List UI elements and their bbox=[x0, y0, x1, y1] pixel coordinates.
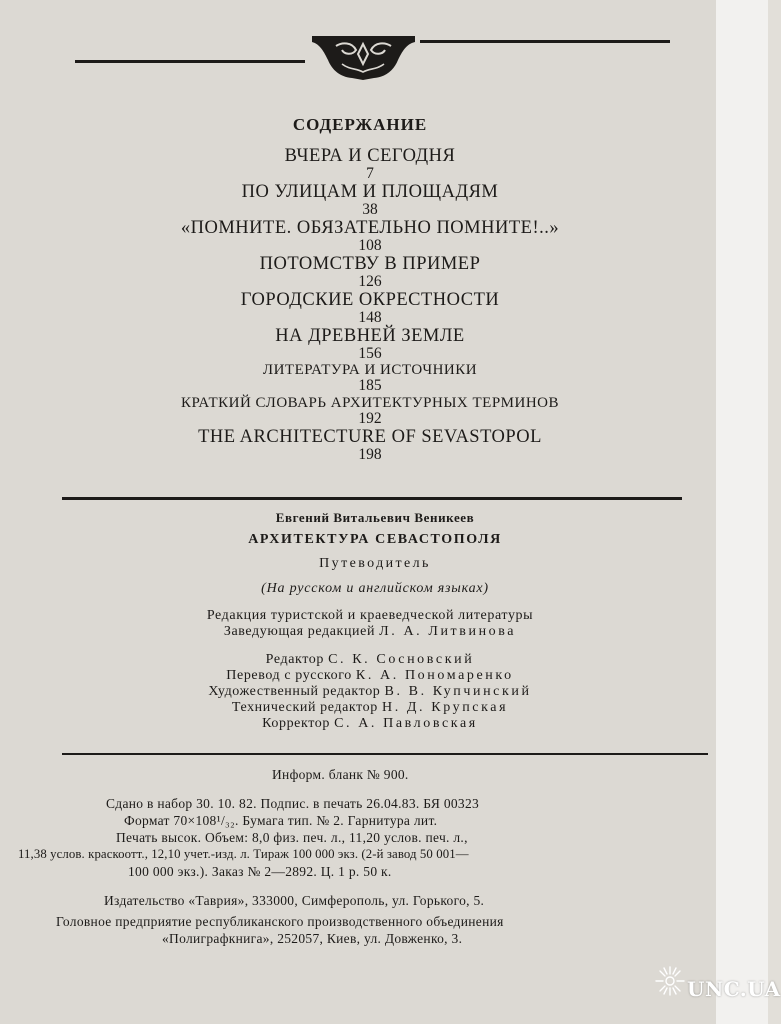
toc-entry bbox=[60, 327, 680, 361]
imprint-line: 100 000 экз.). Заказ № 2—2892. Ц. 1 р. 50 к. bbox=[128, 864, 392, 879]
toc-entry-page: 198 bbox=[358, 445, 382, 463]
toc-entry-title: ЛИТЕРАТУРА И ИСТОЧНИКИ bbox=[262, 362, 478, 378]
toc-entry-page: 38 bbox=[362, 200, 378, 218]
toc-entry bbox=[60, 147, 680, 181]
left-decorative-rule bbox=[75, 60, 305, 63]
art-editor bbox=[90, 684, 650, 700]
imprint-line: 11,38 услов. краскоотт., 12,10 учет.-изд. л. Тираж 100 000 экз. (2-й завод 50 001— bbox=[18, 847, 469, 861]
book-subtitle: Путеводитель bbox=[319, 556, 431, 571]
toc-entry bbox=[60, 219, 680, 253]
toc-entry-page: 7 bbox=[366, 164, 374, 182]
translator bbox=[90, 668, 650, 684]
toc-entry-title: ГОРОДСКИЕ ОКРЕСТНОСТИ bbox=[240, 290, 500, 310]
toc-entry bbox=[60, 396, 680, 427]
imprint-divider bbox=[62, 753, 708, 755]
tech-editor bbox=[90, 700, 650, 716]
table-of-contents bbox=[60, 115, 680, 464]
toc-entry-page: 185 bbox=[358, 377, 382, 394]
toc-entry-page: 192 bbox=[358, 409, 382, 427]
toc-entry bbox=[60, 291, 680, 325]
editorial-office-name: Редакция туристской и краеведческой литературы bbox=[206, 608, 534, 623]
right-decorative-rule bbox=[420, 40, 670, 43]
toc-entry-page: 108 bbox=[358, 236, 382, 254]
printer-info: Головное предприятие республиканского производственного объединения bbox=[56, 914, 504, 929]
art-editor-name: В. В. Купчинский bbox=[384, 684, 532, 699]
toc-entry-title: ПОТОМСТВУ В ПРИМЕР bbox=[259, 254, 481, 274]
info-sheet: Информ. бланк № 900. bbox=[272, 767, 409, 782]
art-editor-role: Художественный редактор bbox=[208, 684, 381, 699]
toc-entry-page: 156 bbox=[358, 344, 382, 362]
imprint-line: Сдано в набор 30. 10. 82. Подпис. в печать 26.04.83. БЯ 00323 bbox=[106, 796, 480, 811]
translator-role: Перевод с русского bbox=[226, 668, 352, 683]
section-divider bbox=[62, 497, 682, 500]
toc-entry-page: 126 bbox=[358, 272, 382, 290]
ornament-vignette bbox=[306, 30, 421, 82]
toc-entry-title: «ПОМНИТЕ. ОБЯЗАТЕЛЬНО ПОМНИТЕ!..» bbox=[180, 218, 560, 238]
toc-entry-title: КРАТКИЙ СЛОВАРЬ АРХИТЕКТУРНЫХ ТЕРМИНОВ bbox=[181, 394, 559, 411]
publisher-address: Издательство «Таврия», 333000, Симферополь, ул. Горького, 5. bbox=[104, 893, 485, 908]
proofreader-role: Корректор bbox=[262, 716, 330, 731]
imprint-line: Формат 70×108¹/₃₂. Бумага тип. № 2. Гарнитура лит. bbox=[124, 813, 438, 828]
proofreader bbox=[90, 716, 650, 732]
head-of-office-role: Заведующая редакцией bbox=[223, 624, 376, 639]
toc-entry-title: НА ДРЕВНЕЙ ЗЕМЛЕ bbox=[275, 326, 465, 346]
toc-entry bbox=[60, 428, 680, 462]
starburst-icon bbox=[655, 966, 685, 996]
translator-name: К. А. Пономаренко bbox=[355, 668, 514, 683]
printer-address: «Полиграфкнига», 252057, Киев, ул. Довженко, 3. bbox=[162, 931, 463, 946]
toc-entry bbox=[60, 363, 680, 394]
toc-entry-title: ВЧЕРА И СЕГОДНЯ bbox=[284, 146, 456, 166]
head-of-office-name: Л. А. Литвинова bbox=[379, 624, 517, 639]
author-name: Евгений Витальевич Веникеев bbox=[275, 510, 475, 525]
watermark-text: UNC.UA bbox=[687, 977, 781, 1001]
editor-role: Редактор bbox=[265, 652, 324, 667]
tech-editor-role: Технический редактор bbox=[231, 700, 378, 715]
book-title: АРХИТЕКТУРА СЕВАСТОПОЛЯ bbox=[248, 532, 502, 547]
editor bbox=[90, 652, 650, 668]
page-background bbox=[716, 0, 768, 1024]
toc-entry bbox=[60, 183, 680, 217]
toc-entry bbox=[60, 255, 680, 289]
toc-entry-title: THE ARCHITECTURE OF SEVASTOPOL bbox=[198, 427, 542, 447]
editorial-office bbox=[90, 608, 650, 640]
imprint-line: Печать высок. Объем: 8,0 физ. печ. л., 11,20 услов. печ. л., bbox=[116, 830, 468, 845]
toc-heading: СОДЕРЖАНИЕ bbox=[292, 115, 428, 134]
editor-name: С. К. Сосновский bbox=[328, 652, 475, 667]
toc-entry-title: ПО УЛИЦАМ И ПЛОЩАДЯМ bbox=[241, 182, 499, 202]
staff-list bbox=[90, 652, 650, 732]
language-note: (На русском и английском языках) bbox=[261, 581, 489, 596]
toc-entry-page: 148 bbox=[358, 308, 382, 326]
proofreader-name: С. А. Павловская bbox=[334, 716, 478, 731]
tech-editor-name: Н. Д. Крупская bbox=[382, 700, 509, 715]
head-of-office bbox=[90, 624, 650, 640]
watermark-logo bbox=[655, 962, 781, 1018]
credits-block bbox=[90, 510, 650, 732]
